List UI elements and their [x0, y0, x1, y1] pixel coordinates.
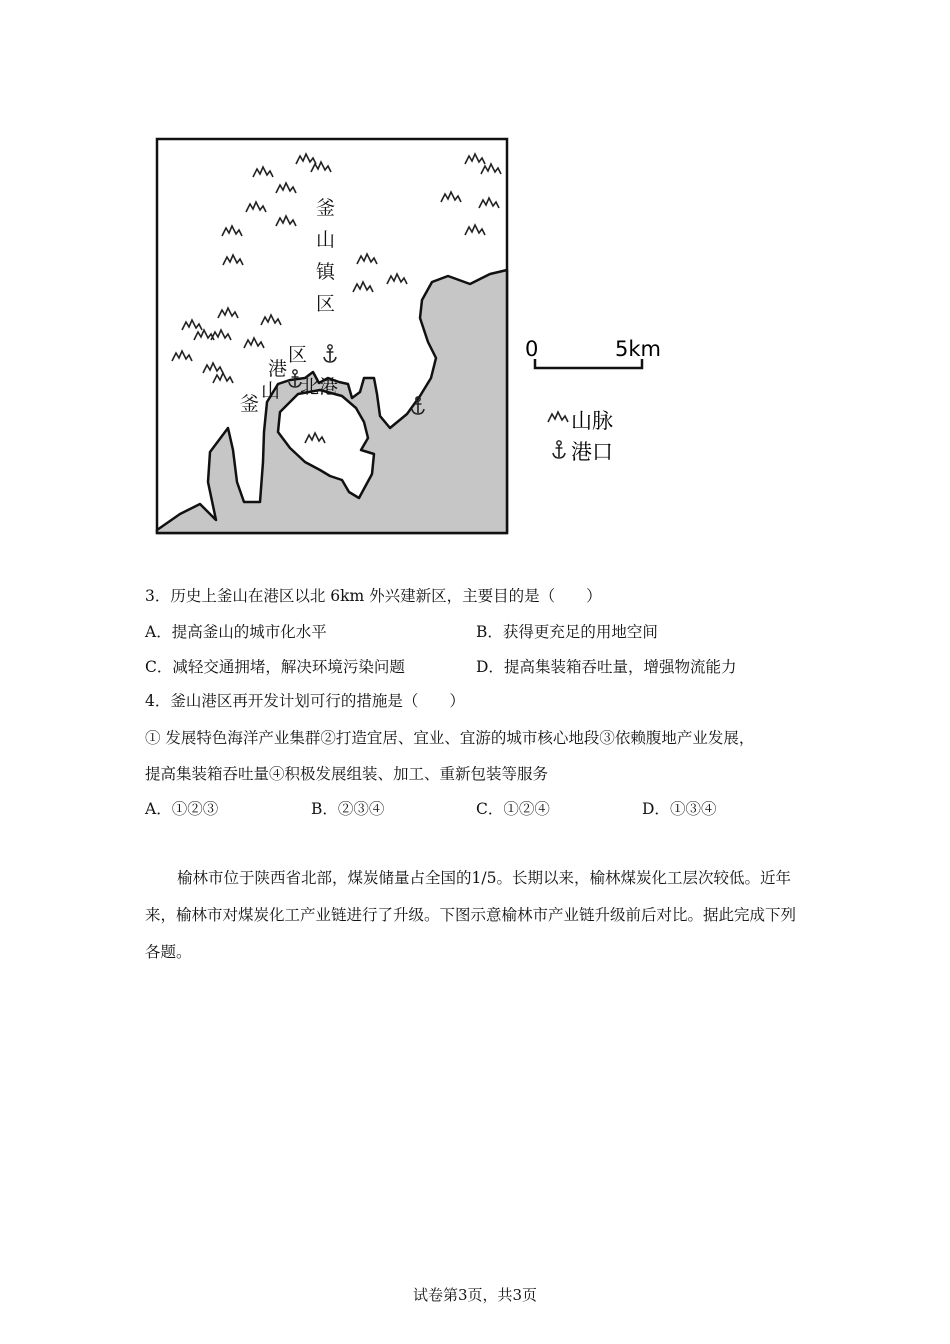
question-3-stem: 3．历史上釜山在港区以北 6km 外兴建新区，主要目的是（ ）: [145, 587, 602, 605]
legend-mountain-label: 山脉: [571, 409, 613, 433]
q3-option-d: D．提高集装箱吞吐量，增强物流能力: [476, 658, 737, 676]
region-label-1: 釜: [316, 197, 336, 219]
q4-option-d: D．①③④: [642, 800, 717, 818]
region-label-4: 区: [316, 293, 336, 315]
q4-option-a: A．①②③: [145, 800, 219, 818]
scale-end-label: 5km: [615, 337, 661, 361]
q4-option-b: B．②③④: [311, 800, 385, 818]
legend-anchor-label: 港口: [571, 440, 613, 464]
region-label-3: 镇: [316, 261, 336, 283]
legend: [548, 409, 613, 464]
question-4-stem: 4．釜山港区再开发计划可行的措施是（ ）: [145, 692, 465, 710]
port-zone-label-3: 港: [268, 358, 288, 380]
busan-map: [150, 132, 670, 542]
q4-statements-line-2: 提高集装箱吞吐量④积极发展组装、加工、重新包装等服务: [145, 765, 549, 783]
port-zone-label-2: 山: [261, 380, 281, 402]
region-label-2: 山: [316, 229, 336, 251]
port-zone-label-4: 区: [288, 344, 308, 366]
q3-option-c: C．减轻交通拥堵，解决环境污染问题: [145, 658, 405, 676]
north-port-label: 北港: [300, 376, 339, 398]
page-footer: 试卷第3页，共3页: [412, 1286, 538, 1304]
scale-bar: [525, 337, 661, 368]
legend-anchor-icon: [553, 441, 565, 458]
q4-statements-line-1: ① 发展特色海洋产业集群②打造宜居、宜业、宜游的城市核心地段③依赖腹地产业发展，: [145, 729, 755, 747]
port-zone-label-1: 釜: [240, 393, 260, 415]
q3-option-a: A．提高釜山的城市化水平: [145, 623, 327, 641]
passage-paragraph: 榆林市位于陕西省北部，煤炭储量占全国的1/5。长期以来，榆林煤炭化工层次较低。近年来，榆林市对煤炭化工产业链进行了升级。下图示意榆林市产业链升级前后对比。据此完成下列各题。: [145, 869, 797, 961]
q4-option-c: C．①②④: [476, 800, 550, 818]
q3-option-b: B．获得更充足的用地空间: [476, 623, 658, 641]
scale-zero-label: 0: [525, 337, 539, 361]
legend-mountain-icon: [548, 412, 568, 422]
